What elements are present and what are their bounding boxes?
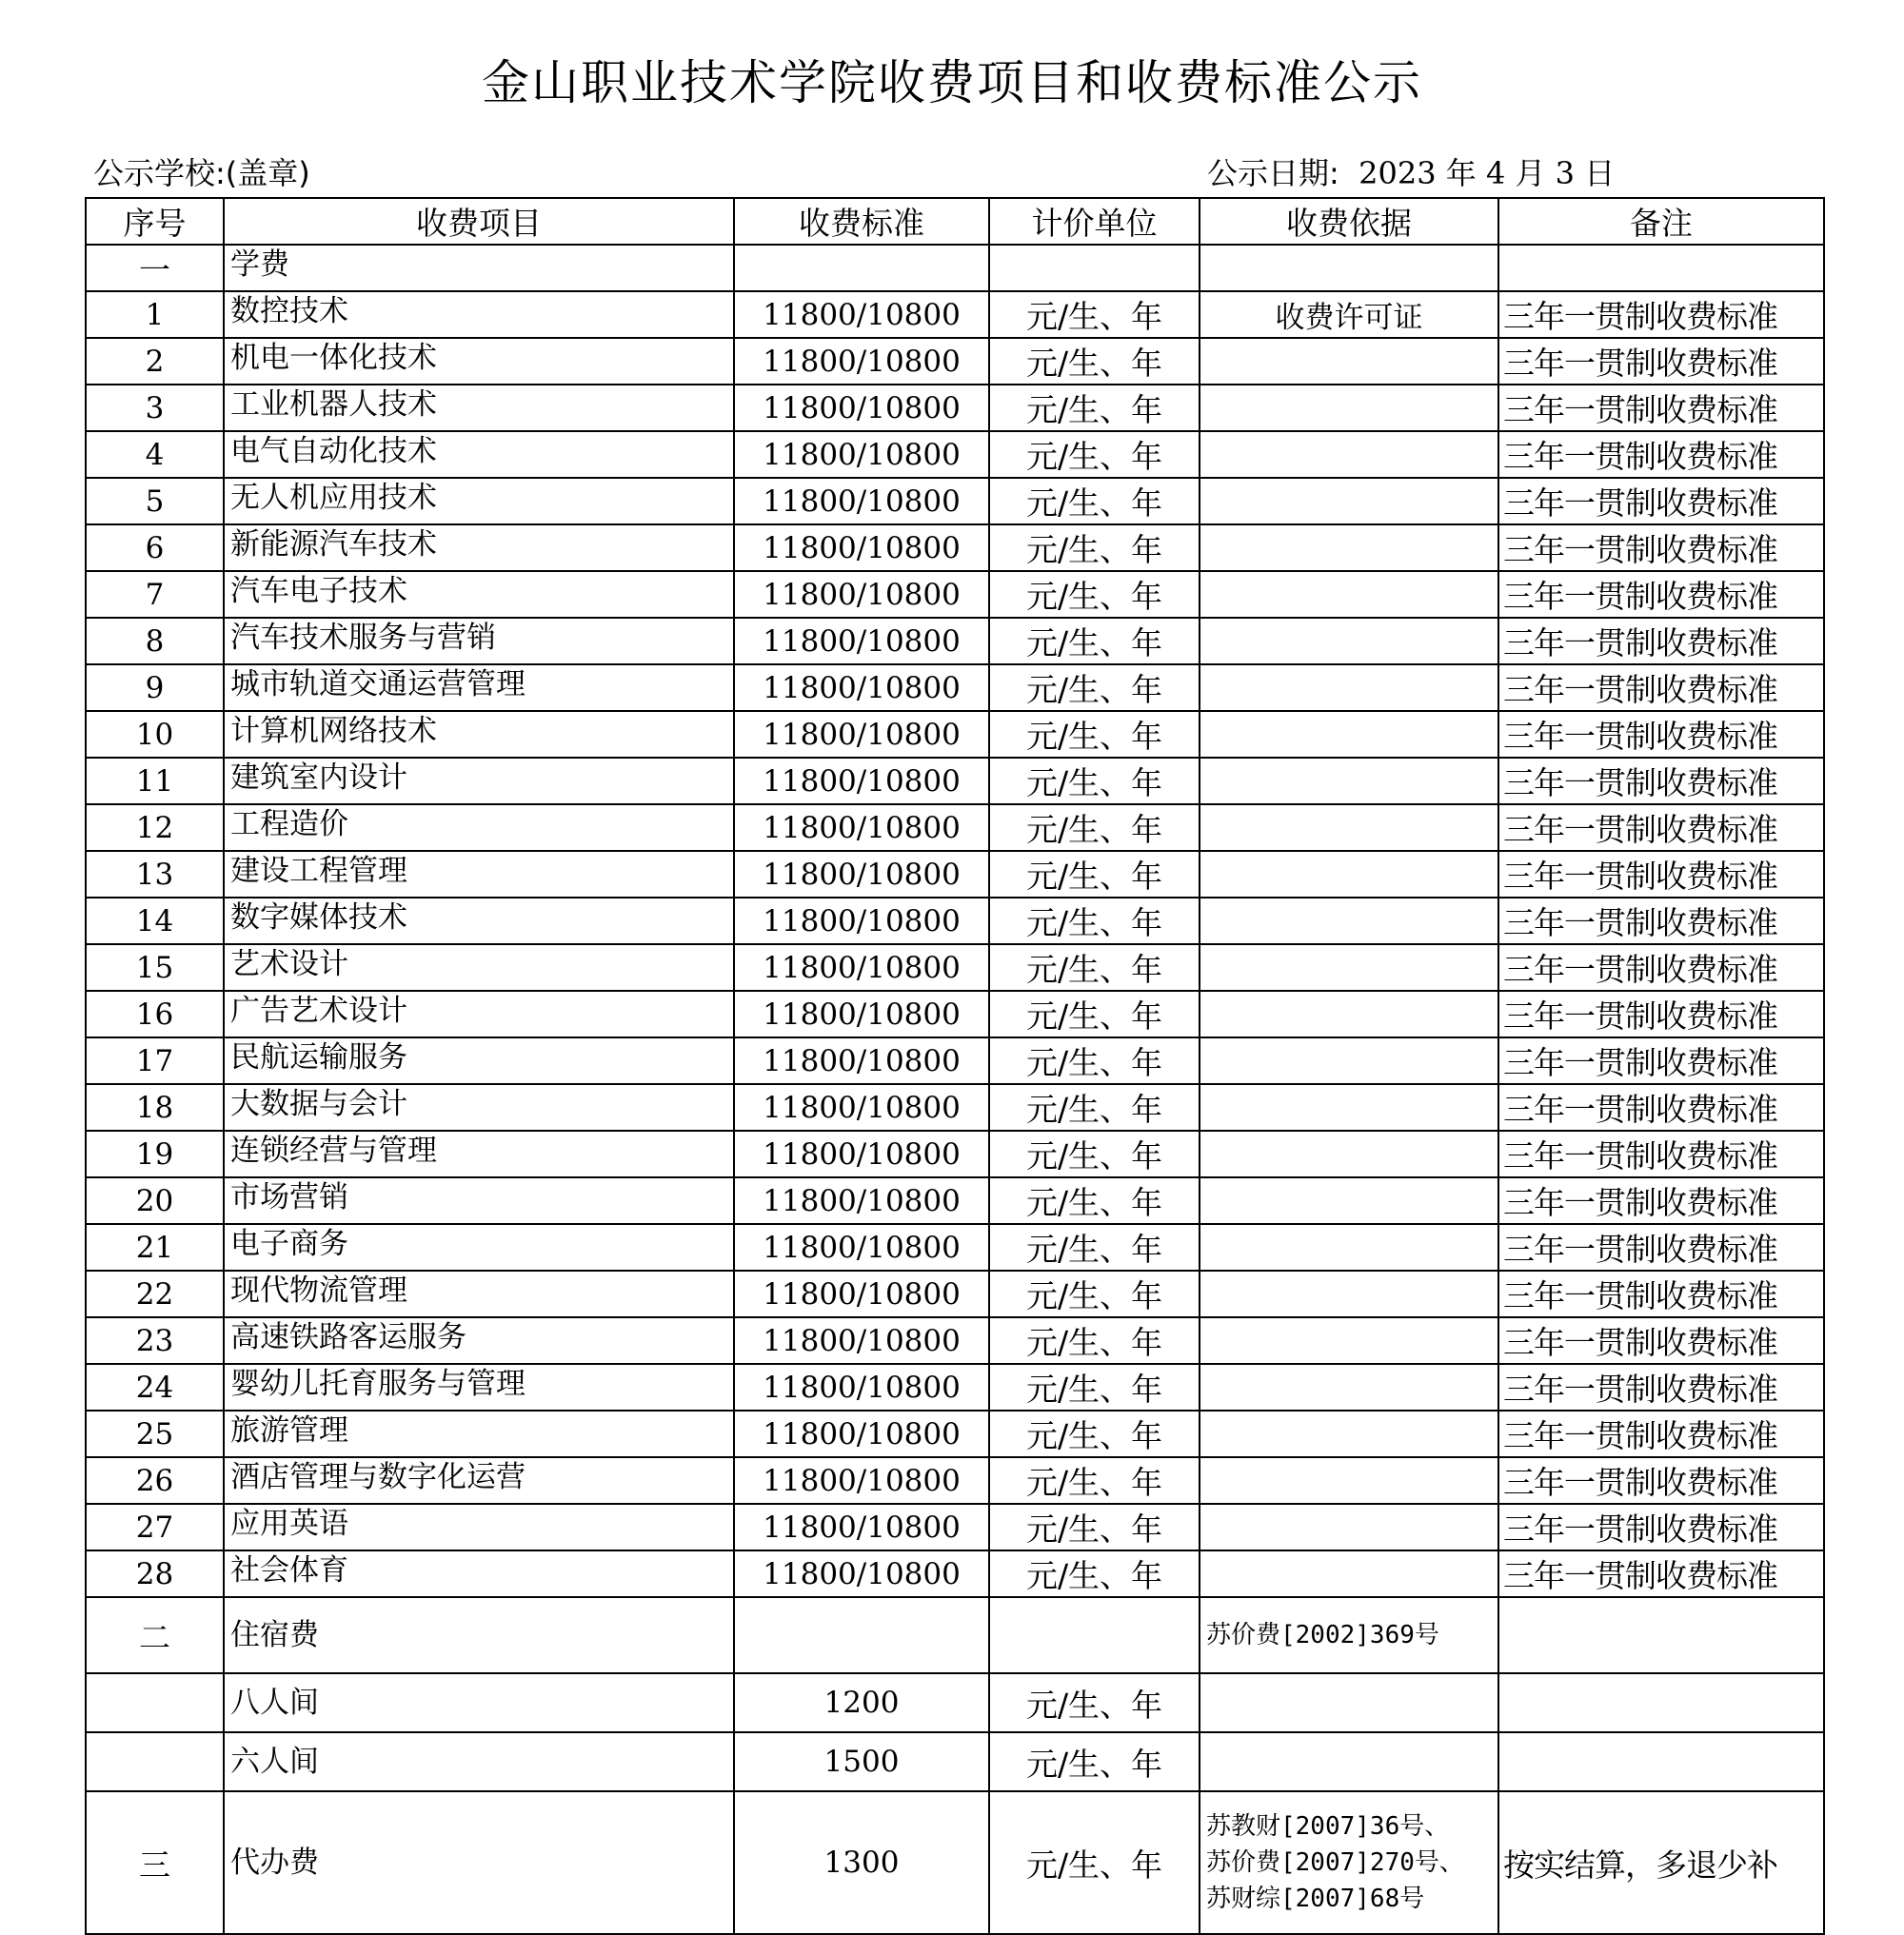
item-basis — [1200, 524, 1498, 571]
item-note: 三年一贯制收费标准 — [1498, 478, 1824, 524]
table-row — [86, 1317, 1824, 1364]
table-row — [86, 571, 1824, 618]
item-note: 三年一贯制收费标准 — [1498, 1364, 1824, 1411]
row-seq: 8 — [86, 618, 224, 664]
table-row — [86, 851, 1824, 898]
item-unit: 元/生、年 — [989, 1364, 1200, 1411]
fee-table — [85, 197, 1825, 1935]
item-name: 计算机网络技术 — [224, 711, 734, 758]
item-name: 现代物流管理 — [224, 1271, 734, 1317]
item-name: 酒店管理与数字化运营 — [224, 1457, 734, 1504]
item-name: 汽车技术服务与营销 — [224, 618, 734, 664]
item-basis — [1200, 1224, 1498, 1271]
fee-table-body — [86, 245, 1824, 1597]
item-unit: 元/生、年 — [989, 1224, 1200, 1271]
item-basis — [1200, 711, 1498, 758]
table-row — [86, 291, 1824, 338]
row-seq: 5 — [86, 478, 224, 524]
item-standard: 11800/10800 — [734, 1364, 989, 1411]
table-row — [86, 1224, 1824, 1271]
row-seq: 23 — [86, 1317, 224, 1364]
item-note: 三年一贯制收费标准 — [1498, 524, 1824, 571]
row-seq: 18 — [86, 1084, 224, 1131]
item-standard: 1500 — [734, 1732, 989, 1791]
table-row — [86, 1131, 1824, 1177]
table-row — [86, 1037, 1824, 1084]
item-name: 市场营销 — [224, 1177, 734, 1224]
item-standard: 11800/10800 — [734, 1224, 989, 1271]
table-row — [86, 1177, 1824, 1224]
section-seq: 一 — [86, 245, 224, 291]
date-year: 2023 — [1359, 155, 1437, 191]
item-standard: 11800/10800 — [734, 851, 989, 898]
item-unit: 元/生、年 — [989, 524, 1200, 571]
item-unit: 元/生、年 — [989, 431, 1200, 478]
item-note: 三年一贯制收费标准 — [1498, 898, 1824, 944]
page-title: 金山职业技术学院收费项目和收费标准公示 — [482, 55, 1422, 110]
date-month-unit: 月 — [1515, 155, 1546, 191]
item-name: 建设工程管理 — [224, 851, 734, 898]
table-row — [86, 944, 1824, 991]
table-row — [86, 758, 1824, 804]
table-row — [86, 618, 1824, 664]
item-note: 三年一贯制收费标准 — [1498, 571, 1824, 618]
item-basis — [1200, 1457, 1498, 1504]
row-seq: 25 — [86, 1411, 224, 1457]
item-unit: 元/生、年 — [989, 664, 1200, 711]
item-basis — [1200, 664, 1498, 711]
item-note: 三年一贯制收费标准 — [1498, 1317, 1824, 1364]
item-basis — [1200, 758, 1498, 804]
item-unit: 元/生、年 — [989, 758, 1200, 804]
row-seq: 17 — [86, 1037, 224, 1084]
item-note: 三年一贯制收费标准 — [1498, 711, 1824, 758]
item-standard: 11800/10800 — [734, 944, 989, 991]
item-name: 工业机器人技术 — [224, 385, 734, 431]
item-standard: 11800/10800 — [734, 571, 989, 618]
item-unit: 元/生、年 — [989, 851, 1200, 898]
item-unit: 元/生、年 — [989, 1457, 1200, 1504]
item-standard: 11800/10800 — [734, 1037, 989, 1084]
item-basis — [1200, 804, 1498, 851]
row-seq: 14 — [86, 898, 224, 944]
empty-cell — [1498, 1597, 1824, 1673]
empty-cell — [1200, 1673, 1498, 1732]
row-seq: 22 — [86, 1271, 224, 1317]
item-standard: 11800/10800 — [734, 524, 989, 571]
item-unit: 元/生、年 — [989, 898, 1200, 944]
item-note: 三年一贯制收费标准 — [1498, 944, 1824, 991]
item-standard: 11800/10800 — [734, 291, 989, 338]
item-basis — [1200, 618, 1498, 664]
row-seq: 24 — [86, 1364, 224, 1411]
item-basis — [1200, 1271, 1498, 1317]
header-basis: 收费依据 — [1200, 198, 1498, 245]
item-basis — [1200, 991, 1498, 1037]
empty-cell — [1498, 1732, 1824, 1791]
item-note: 三年一贯制收费标准 — [1498, 338, 1824, 385]
item-note: 三年一贯制收费标准 — [1498, 1224, 1824, 1271]
section-row-accommodation — [86, 1597, 1824, 1673]
item-basis — [1200, 944, 1498, 991]
table-row — [86, 431, 1824, 478]
row-seq: 2 — [86, 338, 224, 385]
item-unit: 元/生、年 — [989, 804, 1200, 851]
item-note: 三年一贯制收费标准 — [1498, 1131, 1824, 1177]
header-row — [86, 198, 1824, 245]
item-name: 旅游管理 — [224, 1411, 734, 1457]
row-seq: 12 — [86, 804, 224, 851]
row-seq: 9 — [86, 664, 224, 711]
agency-note: 按实结算，多退少补 — [1498, 1791, 1824, 1934]
item-standard: 11800/10800 — [734, 1457, 989, 1504]
item-unit: 元/生、年 — [989, 1177, 1200, 1224]
empty-cell — [989, 245, 1200, 291]
item-basis — [1200, 1317, 1498, 1364]
item-name: 高速铁路客运服务 — [224, 1317, 734, 1364]
item-name: 连锁经营与管理 — [224, 1131, 734, 1177]
item-unit: 元/生、年 — [989, 385, 1200, 431]
row-seq: 26 — [86, 1457, 224, 1504]
item-basis — [1200, 1411, 1498, 1457]
item-name: 应用英语 — [224, 1504, 734, 1550]
empty-cell — [1498, 1673, 1824, 1732]
table-row — [86, 1732, 1824, 1791]
item-unit: 元/生、年 — [989, 944, 1200, 991]
fee-table-tail — [86, 1597, 1824, 1934]
item-basis — [1200, 1177, 1498, 1224]
item-basis — [1200, 385, 1498, 431]
item-unit: 元/生、年 — [989, 1411, 1200, 1457]
date-year-unit: 年 — [1445, 155, 1477, 191]
table-row — [86, 711, 1824, 758]
item-unit: 元/生、年 — [989, 338, 1200, 385]
item-name: 无人机应用技术 — [224, 478, 734, 524]
item-unit: 元/生、年 — [989, 991, 1200, 1037]
item-standard: 11800/10800 — [734, 618, 989, 664]
empty-cell — [86, 1673, 224, 1732]
item-name: 数控技术 — [224, 291, 734, 338]
header-seq: 序号 — [86, 198, 224, 245]
item-note: 三年一贯制收费标准 — [1498, 1411, 1824, 1457]
item-note: 三年一贯制收费标准 — [1498, 758, 1824, 804]
item-basis — [1200, 338, 1498, 385]
empty-cell — [1200, 245, 1498, 291]
item-standard: 11800/10800 — [734, 1550, 989, 1597]
row-seq: 1 — [86, 291, 224, 338]
table-row — [86, 898, 1824, 944]
empty-cell — [734, 1597, 989, 1673]
item-basis — [1200, 898, 1498, 944]
row-seq: 11 — [86, 758, 224, 804]
item-unit: 元/生、年 — [989, 571, 1200, 618]
item-unit: 元/生、年 — [989, 291, 1200, 338]
item-name: 婴幼儿托育服务与管理 — [224, 1364, 734, 1411]
row-seq: 6 — [86, 524, 224, 571]
date-month: 4 — [1485, 155, 1506, 191]
table-row — [86, 991, 1824, 1037]
item-unit: 元/生、年 — [989, 1317, 1200, 1364]
table-row — [86, 1457, 1824, 1504]
basis-line: 苏教财[2007]36号、 — [1206, 1812, 1450, 1841]
section-row-tuition — [86, 245, 1824, 291]
item-name: 机电一体化技术 — [224, 338, 734, 385]
empty-cell — [1498, 245, 1824, 291]
item-basis: 收费许可证 — [1200, 291, 1498, 338]
item-basis — [1200, 431, 1498, 478]
agency-unit: 元/生、年 — [989, 1791, 1200, 1934]
item-standard: 11800/10800 — [734, 711, 989, 758]
empty-cell — [1200, 1732, 1498, 1791]
table-row — [86, 1084, 1824, 1131]
date-label: 公示日期: — [1207, 155, 1339, 191]
table-row — [86, 524, 1824, 571]
item-basis — [1200, 1131, 1498, 1177]
table-row — [86, 478, 1824, 524]
item-name: 社会体育 — [224, 1550, 734, 1597]
row-seq: 15 — [86, 944, 224, 991]
item-unit: 元/生、年 — [989, 711, 1200, 758]
row-seq: 4 — [86, 431, 224, 478]
item-basis — [1200, 1504, 1498, 1550]
item-basis — [1200, 478, 1498, 524]
row-seq: 13 — [86, 851, 224, 898]
item-standard: 11800/10800 — [734, 1084, 989, 1131]
item-name: 新能源汽车技术 — [224, 524, 734, 571]
section-name: 代办费 — [224, 1791, 734, 1934]
item-note: 三年一贯制收费标准 — [1498, 1457, 1824, 1504]
row-seq: 3 — [86, 385, 224, 431]
item-standard: 11800/10800 — [734, 431, 989, 478]
item-standard: 11800/10800 — [734, 991, 989, 1037]
item-note: 三年一贯制收费标准 — [1498, 1084, 1824, 1131]
item-standard: 11800/10800 — [734, 898, 989, 944]
item-note: 三年一贯制收费标准 — [1498, 291, 1824, 338]
item-name: 汽车电子技术 — [224, 571, 734, 618]
item-unit: 元/生、年 — [989, 1084, 1200, 1131]
table-row — [86, 385, 1824, 431]
row-seq: 27 — [86, 1504, 224, 1550]
empty-cell — [86, 1732, 224, 1791]
item-name: 艺术设计 — [224, 944, 734, 991]
item-basis — [1200, 1550, 1498, 1597]
item-name: 城市轨道交通运营管理 — [224, 664, 734, 711]
item-standard: 11800/10800 — [734, 664, 989, 711]
item-note: 三年一贯制收费标准 — [1498, 1271, 1824, 1317]
row-seq: 7 — [86, 571, 224, 618]
table-row — [86, 1364, 1824, 1411]
item-unit: 元/生、年 — [989, 1550, 1200, 1597]
item-standard: 11800/10800 — [734, 478, 989, 524]
item-standard: 11800/10800 — [734, 1504, 989, 1550]
item-basis — [1200, 1084, 1498, 1131]
empty-cell — [734, 245, 989, 291]
item-unit: 元/生、年 — [989, 1504, 1200, 1550]
header-item: 收费项目 — [224, 198, 734, 245]
item-name: 八人间 — [224, 1673, 734, 1732]
item-standard: 11800/10800 — [734, 804, 989, 851]
row-seq: 19 — [86, 1131, 224, 1177]
item-note: 三年一贯制收费标准 — [1498, 804, 1824, 851]
item-standard: 11800/10800 — [734, 1177, 989, 1224]
item-standard: 11800/10800 — [734, 1271, 989, 1317]
accommodation-basis: 苏价费[2002]369号 — [1200, 1597, 1498, 1673]
item-standard: 11800/10800 — [734, 1317, 989, 1364]
item-name: 六人间 — [224, 1732, 734, 1791]
item-standard: 11800/10800 — [734, 1411, 989, 1457]
table-row — [86, 1673, 1824, 1732]
row-seq: 16 — [86, 991, 224, 1037]
item-note: 三年一贯制收费标准 — [1498, 1504, 1824, 1550]
agency-standard: 1300 — [734, 1791, 989, 1934]
item-note: 三年一贯制收费标准 — [1498, 1037, 1824, 1084]
row-seq: 10 — [86, 711, 224, 758]
item-standard: 11800/10800 — [734, 758, 989, 804]
item-unit: 元/生、年 — [989, 1131, 1200, 1177]
table-row — [86, 1271, 1824, 1317]
item-name: 电子商务 — [224, 1224, 734, 1271]
item-name: 民航运输服务 — [224, 1037, 734, 1084]
header-standard: 收费标准 — [734, 198, 989, 245]
item-note: 三年一贯制收费标准 — [1498, 851, 1824, 898]
basis-line: 苏财综[2007]68号 — [1206, 1885, 1425, 1913]
header-unit: 计价单位 — [989, 198, 1200, 245]
table-row — [86, 804, 1824, 851]
row-seq: 20 — [86, 1177, 224, 1224]
item-unit: 元/生、年 — [989, 1271, 1200, 1317]
item-standard: 11800/10800 — [734, 1131, 989, 1177]
table-row — [86, 664, 1824, 711]
header-note: 备注 — [1498, 198, 1824, 245]
item-name: 数字媒体技术 — [224, 898, 734, 944]
item-unit: 元/生、年 — [989, 1673, 1200, 1732]
section-seq: 二 — [86, 1597, 224, 1673]
table-row — [86, 338, 1824, 385]
item-basis — [1200, 851, 1498, 898]
item-standard: 11800/10800 — [734, 385, 989, 431]
item-note: 三年一贯制收费标准 — [1498, 991, 1824, 1037]
row-seq: 28 — [86, 1550, 224, 1597]
item-name: 建筑室内设计 — [224, 758, 734, 804]
date-day-unit: 日 — [1584, 155, 1616, 191]
table-row — [86, 1411, 1824, 1457]
item-unit: 元/生、年 — [989, 618, 1200, 664]
item-unit: 元/生、年 — [989, 1732, 1200, 1791]
item-note: 三年一贯制收费标准 — [1498, 618, 1824, 664]
item-standard: 11800/10800 — [734, 338, 989, 385]
item-basis — [1200, 571, 1498, 618]
item-unit: 元/生、年 — [989, 478, 1200, 524]
item-standard: 1200 — [734, 1673, 989, 1732]
item-name: 大数据与会计 — [224, 1084, 734, 1131]
basis-line: 苏价费[2007]270号、 — [1206, 1848, 1464, 1877]
table-row — [86, 1504, 1824, 1550]
section-name: 学费 — [224, 245, 734, 291]
section-name: 住宿费 — [224, 1597, 734, 1673]
section-row-agency-fee — [86, 1791, 1824, 1934]
item-note: 三年一贯制收费标准 — [1498, 664, 1824, 711]
item-name: 工程造价 — [224, 804, 734, 851]
item-unit: 元/生、年 — [989, 1037, 1200, 1084]
section-seq: 三 — [86, 1791, 224, 1934]
item-note: 三年一贯制收费标准 — [1498, 385, 1824, 431]
row-seq: 21 — [86, 1224, 224, 1271]
date-day: 3 — [1555, 155, 1576, 191]
table-row — [86, 1550, 1824, 1597]
item-name: 电气自动化技术 — [224, 431, 734, 478]
item-basis — [1200, 1364, 1498, 1411]
agency-basis — [1200, 1791, 1498, 1934]
item-note: 三年一贯制收费标准 — [1498, 1177, 1824, 1224]
item-note: 三年一贯制收费标准 — [1498, 431, 1824, 478]
item-name: 广告艺术设计 — [224, 991, 734, 1037]
publish-date — [1207, 154, 1615, 192]
item-basis — [1200, 1037, 1498, 1084]
empty-cell — [989, 1597, 1200, 1673]
item-note: 三年一贯制收费标准 — [1498, 1550, 1824, 1597]
school-label: 公示学校:(盖章) — [93, 155, 310, 191]
